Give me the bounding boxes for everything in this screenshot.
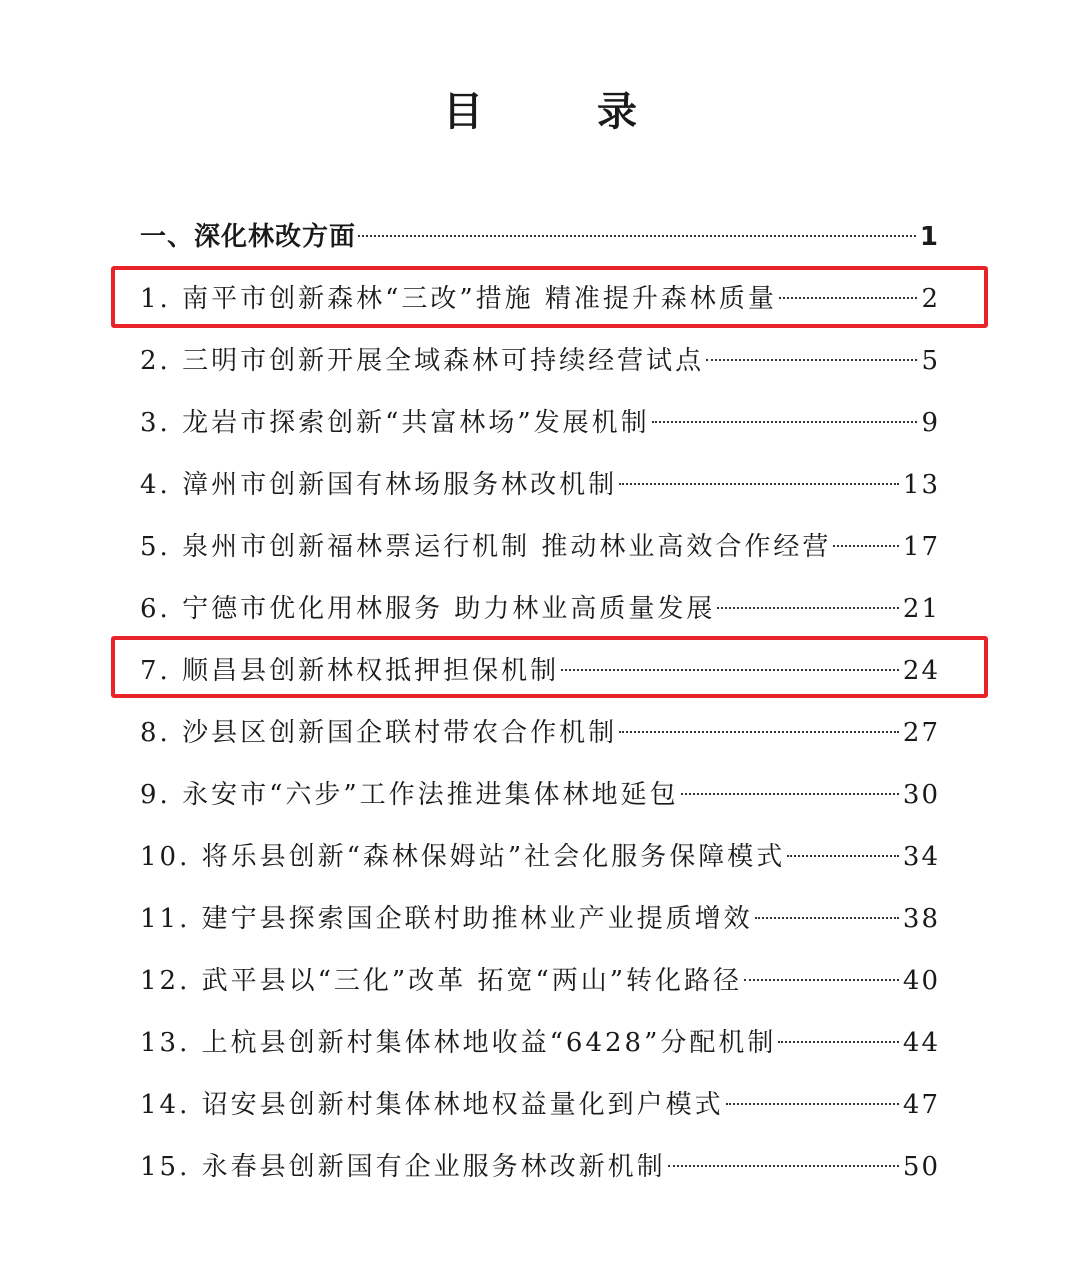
toc-item-label: 12. 武平县以“三化”改革 拓宽“两山”转化路径 [140,966,743,996]
toc-item[interactable] [140,1012,940,1074]
toc-item-label: 8. 沙县区创新国企联村带农合作机制 [140,718,618,748]
toc-item[interactable] [140,392,940,454]
toc-item-label: 7. 顺昌县创新林权抵押担保机制 [140,656,560,686]
toc-section-page: 1 [919,222,940,252]
toc-item[interactable] [140,702,940,764]
toc-leader-dots [619,731,899,733]
toc-item[interactable] [140,516,940,578]
toc-leader-dots [787,855,899,857]
toc-item-page: 27 [902,718,940,748]
toc-leader-dots [717,607,899,609]
toc-item-page: 13 [902,470,940,500]
toc-item[interactable] [140,764,940,826]
toc-leader-dots [619,483,899,485]
toc-item-page: 44 [902,1028,940,1058]
toc-item-label: 1. 南平市创新森林“三改”措施 精准提升森林质量 [140,284,777,314]
toc-item-page: 5 [921,346,940,376]
toc-item-label: 5. 泉州市创新福林票运行机制 推动林业高效合作经营 [140,532,832,562]
table-of-contents [140,206,940,1198]
toc-item-page: 17 [902,532,940,562]
toc-item[interactable] [140,578,940,640]
toc-leader-dots [652,421,918,423]
toc-item[interactable] [140,1136,940,1198]
toc-item-label: 4. 漳州市创新国有林场服务林改机制 [140,470,618,500]
toc-section-label: 一、深化林改方面 [140,222,357,252]
toc-leader-dots [358,235,916,237]
toc-item-label: 2. 三明市创新开展全域森林可持续经营试点 [140,346,705,376]
toc-leader-dots [778,1041,899,1043]
toc-item-label: 9. 永安市“六步”工作法推进集体林地延包 [140,780,679,810]
toc-item-page: 2 [921,284,940,314]
toc-item-page: 50 [902,1152,940,1182]
toc-item-page: 9 [921,408,940,438]
toc-item-label: 11. 建宁县探索国企联村助推林业产业提质增效 [140,904,753,934]
toc-item-page: 40 [902,966,940,996]
toc-item[interactable] [140,1074,940,1136]
toc-leader-dots [744,979,899,981]
toc-item-label: 3. 龙岩市探索创新“共富林场”发展机制 [140,408,650,438]
toc-item-page: 21 [902,594,940,624]
toc-leader-dots [706,359,917,361]
toc-item-page: 38 [902,904,940,934]
toc-item-page: 30 [902,780,940,810]
toc-item-label: 15. 永春县创新国有企业服务林改新机制 [140,1152,666,1182]
toc-item[interactable] [140,888,940,950]
toc-leader-dots [668,1165,899,1167]
toc-item[interactable] [140,454,940,516]
toc-item[interactable] [140,950,940,1012]
toc-item-label: 13. 上杭县创新村集体林地收益“6428”分配机制 [140,1028,777,1058]
red-highlight-box-item-7 [111,636,988,698]
page-title: 目 录 [443,89,687,135]
toc-item[interactable] [140,330,940,392]
toc-item-page: 34 [902,842,940,872]
toc-item-page: 24 [902,656,940,686]
toc-item-label: 14. 诏安县创新村集体林地权益量化到户模式 [140,1090,724,1120]
toc-leader-dots [681,793,899,795]
toc-leader-dots [833,545,899,547]
toc-item-page: 47 [902,1090,940,1120]
toc-item-label: 10. 将乐县创新“森林保姆站”社会化服务保障模式 [140,842,786,872]
toc-item[interactable] [140,826,940,888]
red-highlight-box-item-1 [111,266,988,328]
toc-section-row[interactable] [140,206,940,268]
toc-item-label: 6. 宁德市优化用林服务 助力林业高质量发展 [140,594,716,624]
toc-leader-dots [726,1103,899,1105]
toc-leader-dots [755,917,899,919]
